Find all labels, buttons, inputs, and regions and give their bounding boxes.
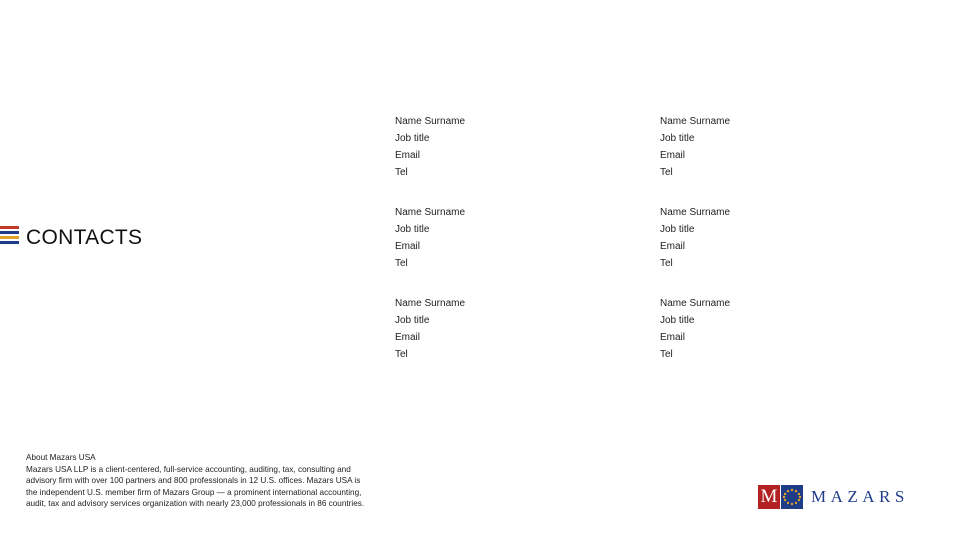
stripe <box>0 226 19 229</box>
mazars-logo <box>758 485 909 509</box>
contact-email[interactable]: Email <box>395 150 421 161</box>
contact-name: Name Surname <box>395 207 466 218</box>
about-body: Mazars USA LLP is a client-centered, full-service accounting, auditing, tax, consulting and advisory firm with over 100 partners and 800 professionals in 12 U.S. offices. Mazars USA is the independent U.S. member firm of Mazars Group — a prominent international accounting, audit, tax and advisory services organization with nearly 23,000 professionals in 86 countries. <box>26 464 365 509</box>
about-block <box>26 452 371 510</box>
logo-mark: M <box>758 485 780 509</box>
contact-job-title: Job title <box>395 315 430 326</box>
contact-job-title: Job title <box>660 315 695 326</box>
contact-card <box>395 295 465 363</box>
contact-name: Name Surname <box>395 298 466 309</box>
contact-job-title: Job title <box>395 224 430 235</box>
contact-email[interactable]: Email <box>395 241 421 252</box>
contact-email[interactable]: Email <box>660 241 686 252</box>
contact-tel[interactable]: Tel <box>660 349 673 360</box>
eu-stars-icon <box>781 485 803 509</box>
contact-email[interactable]: Email <box>660 150 686 161</box>
contact-card <box>395 204 465 272</box>
contact-name: Name Surname <box>660 298 731 309</box>
contact-tel[interactable]: Tel <box>395 258 408 269</box>
section-title: CONTACTS <box>26 226 143 249</box>
contact-job-title: Job title <box>660 133 695 144</box>
contact-email[interactable]: Email <box>660 332 686 343</box>
contact-card <box>395 113 465 181</box>
stripe <box>0 236 19 239</box>
contact-email[interactable]: Email <box>395 332 421 343</box>
contact-card <box>660 204 730 272</box>
contact-job-title: Job title <box>395 133 430 144</box>
contact-name: Name Surname <box>660 207 731 218</box>
brand-stripes <box>0 226 19 246</box>
stripe <box>0 241 19 244</box>
logo-wordmark: MAZARS <box>811 487 909 506</box>
contact-card <box>660 295 730 363</box>
contact-card <box>660 113 730 181</box>
contact-tel[interactable]: Tel <box>395 349 408 360</box>
about-heading: About Mazars USA <box>26 453 96 462</box>
contact-name: Name Surname <box>395 116 466 127</box>
contact-tel[interactable]: Tel <box>660 167 673 178</box>
contact-tel[interactable]: Tel <box>395 167 408 178</box>
contact-name: Name Surname <box>660 116 731 127</box>
contact-job-title: Job title <box>660 224 695 235</box>
stripe <box>0 231 19 234</box>
contact-tel[interactable]: Tel <box>660 258 673 269</box>
